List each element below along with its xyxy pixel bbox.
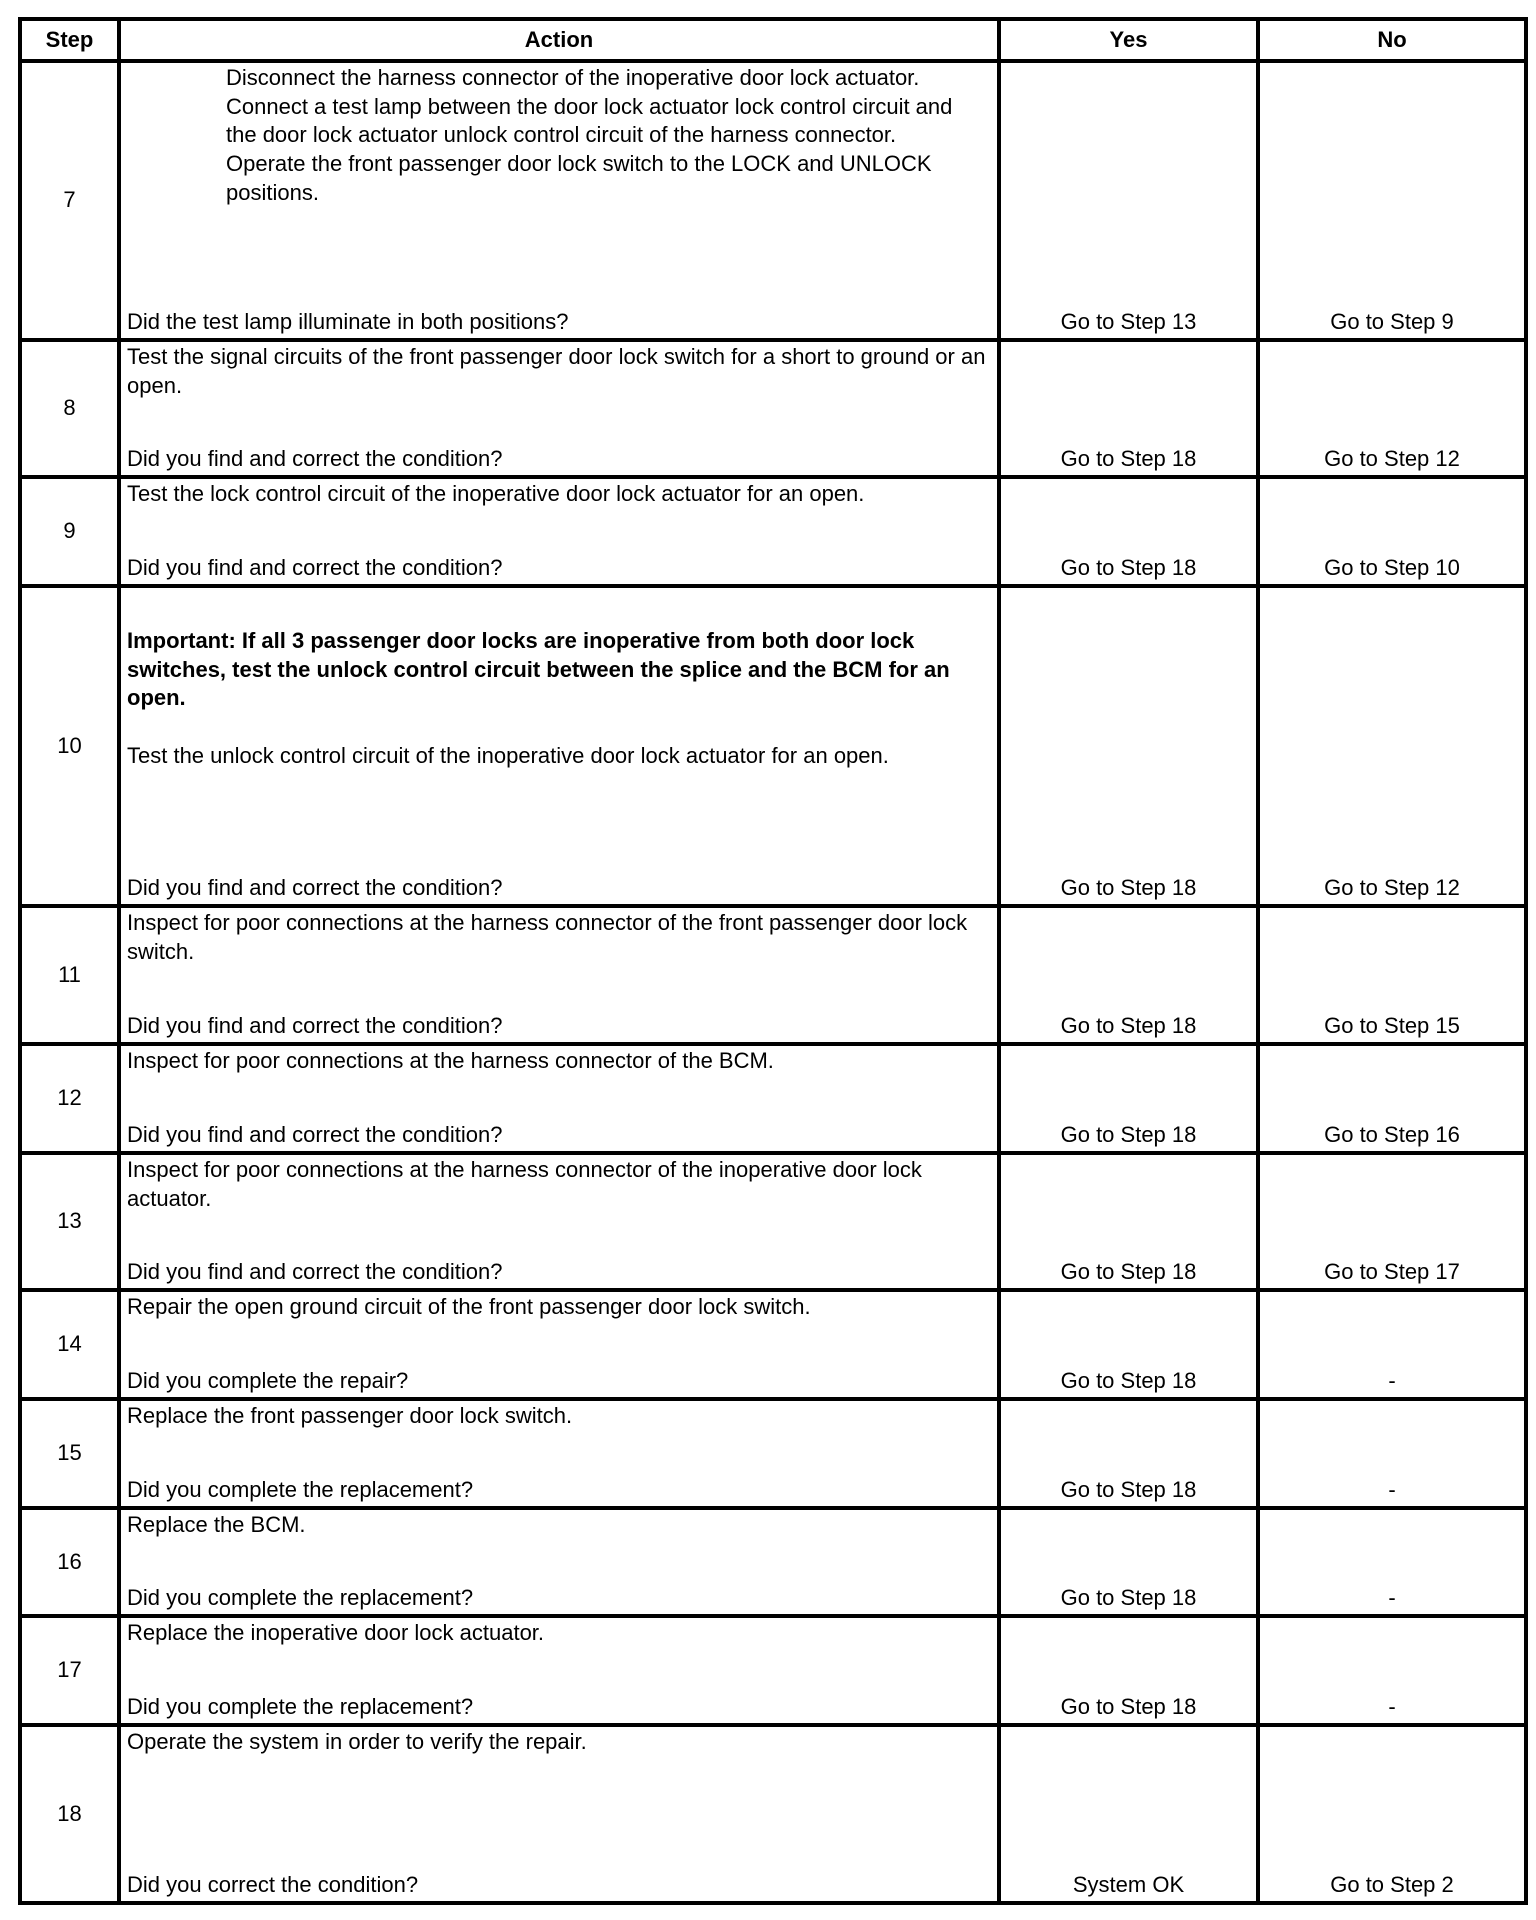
instruction-text: Test the lock control circuit of the inoperative door lock actuator for an open. [127,481,865,506]
header-action: Action [119,19,999,61]
no-result: Go to Step 12 [1258,586,1526,906]
no-result: Go to Step 15 [1258,906,1526,1044]
step-number: 7 [20,61,119,340]
yes-result: Go to Step 18 [999,340,1258,477]
action-cell [119,340,999,477]
diagnostic-table [18,17,1528,1905]
instruction-text: Inspect for poor connections at the harness connector of the inoperative door lock actuator. [127,1157,922,1211]
action-content [127,342,989,475]
action-cell [119,1508,999,1616]
header-no: No [1258,19,1526,61]
no-result: Go to Step 2 [1258,1725,1526,1903]
question-text: Did you complete the replacement? [127,1694,474,1720]
step-number: 15 [20,1399,119,1508]
table-row [20,1399,1526,1508]
no-result: Go to Step 17 [1258,1153,1526,1290]
action-cell [119,1153,999,1290]
action-cell [119,1725,999,1903]
no-result: Go to Step 16 [1258,1044,1526,1153]
action-content [127,63,989,338]
question-text: Did you find and correct the condition? [127,1013,503,1039]
action-instructions [127,588,989,771]
no-result: Go to Step 9 [1258,61,1526,340]
question-text: Did you find and correct the condition? [127,875,503,901]
action-cell [119,1399,999,1508]
instruction-text: Connect a test lamp between the door lock actuator lock control circuit and the door lock actuator unlock control circuit of the harness connector. [226,93,953,148]
table-row [20,1508,1526,1616]
instruction-text: Test the signal circuits of the front passenger door lock switch for a short to ground or an open. [127,344,986,398]
table-row [20,586,1526,906]
action-content [127,908,989,1042]
step-number: 8 [20,340,119,477]
yes-result: Go to Step 18 [999,477,1258,586]
action-content [127,479,989,584]
question-text: Did you find and correct the condition? [127,446,503,472]
action-cell [119,1044,999,1153]
step-number: 9 [20,477,119,586]
step-number: 18 [20,1725,119,1903]
action-instructions [127,1618,989,1648]
action-instructions [127,1292,989,1322]
question-text: Did you correct the condition? [127,1872,419,1898]
instruction-text: Repair the open ground circuit of the front passenger door lock switch. [127,1294,811,1319]
step-number: 13 [20,1153,119,1290]
instruction-text: Replace the front passenger door lock switch. [127,1403,573,1428]
yes-result: Go to Step 18 [999,906,1258,1044]
yes-result: System OK [999,1725,1258,1903]
table-row [20,1616,1526,1725]
no-result: Go to Step 10 [1258,477,1526,586]
action-cell [119,477,999,586]
question-text: Did the test lamp illuminate in both positions? [127,309,569,335]
action-content [127,1292,989,1397]
action-cell [119,61,999,340]
question-text: Did you find and correct the condition? [127,555,503,581]
question-text: Did you complete the repair? [127,1368,409,1394]
step-number: 14 [20,1290,119,1399]
yes-result: Go to Step 18 [999,1044,1258,1153]
action-content [127,1510,989,1614]
step-number: 12 [20,1044,119,1153]
no-result: - [1258,1508,1526,1616]
question-text: Did you complete the replacement? [127,1585,474,1611]
table-row [20,906,1526,1044]
action-content [127,1618,989,1723]
action-instructions [127,342,989,400]
yes-result: Go to Step 18 [999,1399,1258,1508]
instruction-text: Inspect for poor connections at the harness connector of the BCM. [127,1048,774,1073]
instruction-text: Replace the BCM. [127,1512,306,1537]
action-content [127,1155,989,1288]
action-cell [119,586,999,906]
yes-result: Go to Step 18 [999,586,1258,906]
no-result: Go to Step 12 [1258,340,1526,477]
step-number: 10 [20,586,119,906]
header-row [20,19,1526,61]
table-row [20,1290,1526,1399]
action-cell [119,1616,999,1725]
question-text: Did you find and correct the condition? [127,1259,503,1285]
action-content [127,1046,989,1151]
no-result: - [1258,1616,1526,1725]
action-content [127,1727,989,1901]
action-cell [119,1290,999,1399]
yes-result: Go to Step 13 [999,61,1258,340]
instruction-text: Disconnect the harness connector of the inoperative door lock actuator. [226,65,920,90]
instruction-text: Inspect for poor connections at the harness connector of the front passenger door lock switch. [127,910,968,964]
yes-result: Go to Step 18 [999,1290,1258,1399]
yes-result: Go to Step 18 [999,1153,1258,1290]
action-instructions [127,1510,989,1540]
header-yes: Yes [999,19,1258,61]
step-number: 16 [20,1508,119,1616]
table-row [20,1725,1526,1903]
instruction-text: Operate the system in order to verify the repair. [127,1729,587,1754]
instruction-text: Replace the inoperative door lock actuator. [127,1620,545,1645]
important-note: Important: If all 3 passenger door locks are inoperative from both door lock switches, test the unlock control circuit between the splice and the BCM for an open. [127,628,950,711]
step-number: 11 [20,906,119,1044]
table-row [20,477,1526,586]
no-result: - [1258,1290,1526,1399]
action-instructions [127,63,989,208]
action-instructions [127,1155,989,1213]
action-instructions [127,1727,989,1757]
table-row [20,1153,1526,1290]
question-text: Did you complete the replacement? [127,1477,474,1503]
table-row [20,1044,1526,1153]
action-instructions [127,479,989,509]
yes-result: Go to Step 18 [999,1616,1258,1725]
action-instructions [127,1401,989,1431]
step-number: 17 [20,1616,119,1725]
question-text: Did you find and correct the condition? [127,1122,503,1148]
action-instructions [127,1046,989,1076]
header-step: Step [20,19,119,61]
table-row [20,61,1526,340]
yes-result: Go to Step 18 [999,1508,1258,1616]
instruction-text: Operate the front passenger door lock switch to the LOCK and UNLOCK positions. [226,151,932,205]
action-content [127,1401,989,1506]
no-result: - [1258,1399,1526,1508]
action-instructions [127,908,989,966]
instruction-text: Test the unlock control circuit of the inoperative door lock actuator for an open. [127,742,889,768]
action-content [127,588,989,904]
table-row [20,340,1526,477]
action-cell [119,906,999,1044]
